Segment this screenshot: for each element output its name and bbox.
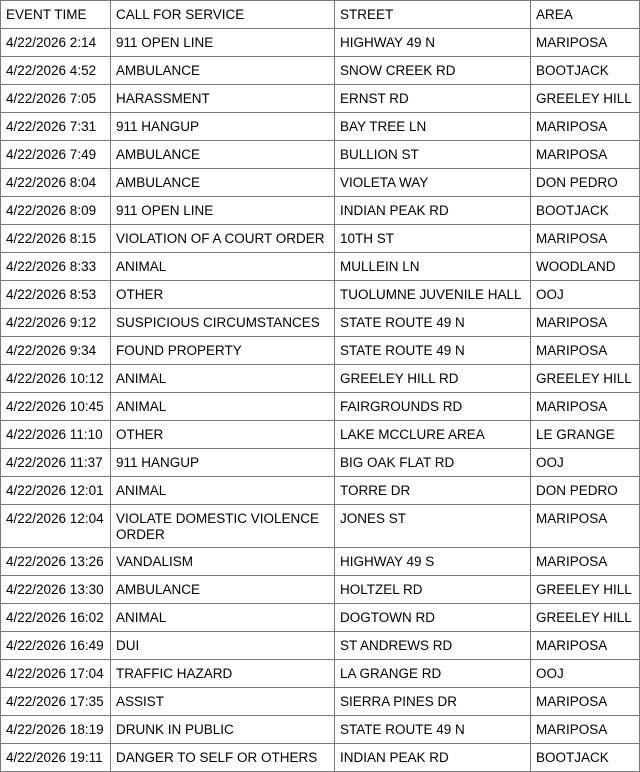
area-cell: MARIPOSA [531, 141, 640, 169]
table-row [1, 169, 640, 197]
table-row [1, 57, 640, 85]
call-for-service-cell: AMBULANCE [111, 576, 335, 604]
event-time-cell: 4/22/2026 8:04 [1, 169, 111, 197]
table-row [1, 309, 640, 337]
event-time-cell: 4/22/2026 11:10 [1, 421, 111, 449]
area-cell: GREELEY HILL [531, 604, 640, 632]
street-cell: BIG OAK FLAT RD [335, 449, 531, 477]
event-time-cell: 4/22/2026 17:35 [1, 688, 111, 716]
event-time-cell: 4/22/2026 7:05 [1, 85, 111, 113]
street-cell: STATE ROUTE 49 N [335, 337, 531, 365]
table-row [1, 688, 640, 716]
call-for-service-cell: DANGER TO SELF OR OTHERS [111, 744, 335, 772]
event-time-cell: 4/22/2026 4:52 [1, 57, 111, 85]
street-cell: STATE ROUTE 49 N [335, 716, 531, 744]
area-cell: MARIPOSA [531, 393, 640, 421]
street-cell: INDIAN PEAK RD [335, 744, 531, 772]
street-cell: ERNST RD [335, 85, 531, 113]
street-cell: BULLION ST [335, 141, 531, 169]
call-for-service-cell: VIOLATION OF A COURT ORDER [111, 225, 335, 253]
street-cell: HIGHWAY 49 N [335, 29, 531, 57]
street-cell: ST ANDREWS RD [335, 632, 531, 660]
street-cell: TUOLUMNE JUVENILE HALL [335, 281, 531, 309]
table-row [1, 337, 640, 365]
street-cell: SIERRA PINES DR [335, 688, 531, 716]
header-area: AREA [531, 1, 640, 29]
header-street: STREET [335, 1, 531, 29]
call-for-service-cell: SUSPICIOUS CIRCUMSTANCES [111, 309, 335, 337]
header-event-time: EVENT TIME [1, 1, 111, 29]
event-time-cell: 4/22/2026 7:31 [1, 113, 111, 141]
area-cell: BOOTJACK [531, 57, 640, 85]
call-for-service-cell: 911 OPEN LINE [111, 197, 335, 225]
event-time-cell: 4/22/2026 12:04 [1, 505, 111, 548]
table-row [1, 477, 640, 505]
area-cell: GREELEY HILL [531, 85, 640, 113]
event-time-cell: 4/22/2026 19:11 [1, 744, 111, 772]
table-row [1, 253, 640, 281]
street-cell: JONES ST [335, 505, 531, 548]
street-cell: DOGTOWN RD [335, 604, 531, 632]
event-time-cell: 4/22/2026 8:09 [1, 197, 111, 225]
call-for-service-cell: AMBULANCE [111, 57, 335, 85]
area-cell: BOOTJACK [531, 744, 640, 772]
area-cell: MARIPOSA [531, 505, 640, 548]
street-cell: FAIRGROUNDS RD [335, 393, 531, 421]
area-cell: MARIPOSA [531, 716, 640, 744]
table-row [1, 225, 640, 253]
area-cell: BOOTJACK [531, 197, 640, 225]
event-time-cell: 4/22/2026 16:02 [1, 604, 111, 632]
call-for-service-cell: DUI [111, 632, 335, 660]
event-time-cell: 4/22/2026 8:15 [1, 225, 111, 253]
event-time-cell: 4/22/2026 8:33 [1, 253, 111, 281]
event-time-cell: 4/22/2026 2:14 [1, 29, 111, 57]
street-cell: HIGHWAY 49 S [335, 548, 531, 576]
call-for-service-cell: ANIMAL [111, 393, 335, 421]
street-cell: BAY TREE LN [335, 113, 531, 141]
call-for-service-cell: 911 OPEN LINE [111, 29, 335, 57]
table-row [1, 281, 640, 309]
street-cell: SNOW CREEK RD [335, 57, 531, 85]
event-time-cell: 4/22/2026 9:12 [1, 309, 111, 337]
table-row [1, 505, 640, 548]
event-time-cell: 4/22/2026 13:30 [1, 576, 111, 604]
table-row [1, 421, 640, 449]
event-time-cell: 4/22/2026 18:19 [1, 716, 111, 744]
table-row [1, 113, 640, 141]
area-cell: GREELEY HILL [531, 365, 640, 393]
area-cell: MARIPOSA [531, 688, 640, 716]
table-row [1, 365, 640, 393]
table-row [1, 393, 640, 421]
event-time-cell: 4/22/2026 11:37 [1, 449, 111, 477]
table-row [1, 449, 640, 477]
area-cell: MARIPOSA [531, 632, 640, 660]
event-time-cell: 4/22/2026 7:49 [1, 141, 111, 169]
area-cell: LE GRANGE [531, 421, 640, 449]
area-cell: DON PEDRO [531, 169, 640, 197]
event-time-cell: 4/22/2026 17:04 [1, 660, 111, 688]
area-cell: WOODLAND [531, 253, 640, 281]
area-cell: MARIPOSA [531, 29, 640, 57]
area-cell: OOJ [531, 281, 640, 309]
call-for-service-cell: VIOLATE DOMESTIC VIOLENCE ORDER [111, 505, 335, 548]
street-cell: 10TH ST [335, 225, 531, 253]
street-cell: LAKE MCCLURE AREA [335, 421, 531, 449]
call-for-service-cell: ANIMAL [111, 604, 335, 632]
street-cell: GREELEY HILL RD [335, 365, 531, 393]
event-time-cell: 4/22/2026 13:26 [1, 548, 111, 576]
table-header [1, 1, 640, 29]
call-for-service-cell: TRAFFIC HAZARD [111, 660, 335, 688]
table-row [1, 604, 640, 632]
call-for-service-cell: AMBULANCE [111, 169, 335, 197]
area-cell: MARIPOSA [531, 309, 640, 337]
call-for-service-cell: FOUND PROPERTY [111, 337, 335, 365]
table-row [1, 85, 640, 113]
table-row [1, 632, 640, 660]
call-for-service-cell: ANIMAL [111, 253, 335, 281]
header-call-for-service: CALL FOR SERVICE [111, 1, 335, 29]
call-for-service-cell: ANIMAL [111, 365, 335, 393]
event-time-cell: 4/22/2026 12:01 [1, 477, 111, 505]
area-cell: MARIPOSA [531, 337, 640, 365]
call-for-service-cell: OTHER [111, 421, 335, 449]
street-cell: MULLEIN LN [335, 253, 531, 281]
area-cell: MARIPOSA [531, 548, 640, 576]
call-for-service-cell: HARASSMENT [111, 85, 335, 113]
area-cell: OOJ [531, 660, 640, 688]
call-for-service-cell: OTHER [111, 281, 335, 309]
call-for-service-cell: 911 HANGUP [111, 113, 335, 141]
street-cell: LA GRANGE RD [335, 660, 531, 688]
table-row [1, 548, 640, 576]
area-cell: OOJ [531, 449, 640, 477]
event-time-cell: 4/22/2026 8:53 [1, 281, 111, 309]
table-row [1, 716, 640, 744]
area-cell: MARIPOSA [531, 225, 640, 253]
street-cell: TORRE DR [335, 477, 531, 505]
street-cell: HOLTZEL RD [335, 576, 531, 604]
header-row [1, 1, 640, 29]
call-for-service-cell: DRUNK IN PUBLIC [111, 716, 335, 744]
street-cell: VIOLETA WAY [335, 169, 531, 197]
area-cell: GREELEY HILL [531, 576, 640, 604]
event-time-cell: 4/22/2026 16:49 [1, 632, 111, 660]
area-cell: DON PEDRO [531, 477, 640, 505]
table-row [1, 660, 640, 688]
table-body [1, 29, 640, 772]
call-for-service-cell: VANDALISM [111, 548, 335, 576]
call-for-service-cell: ANIMAL [111, 477, 335, 505]
table-row [1, 141, 640, 169]
table-row [1, 576, 640, 604]
street-cell: STATE ROUTE 49 N [335, 309, 531, 337]
call-for-service-cell: ASSIST [111, 688, 335, 716]
call-for-service-cell: AMBULANCE [111, 141, 335, 169]
event-time-cell: 4/22/2026 10:45 [1, 393, 111, 421]
call-for-service-cell: 911 HANGUP [111, 449, 335, 477]
table-row [1, 29, 640, 57]
table-row [1, 197, 640, 225]
event-time-cell: 4/22/2026 10:12 [1, 365, 111, 393]
table-row [1, 744, 640, 772]
street-cell: INDIAN PEAK RD [335, 197, 531, 225]
event-time-cell: 4/22/2026 9:34 [1, 337, 111, 365]
area-cell: MARIPOSA [531, 113, 640, 141]
